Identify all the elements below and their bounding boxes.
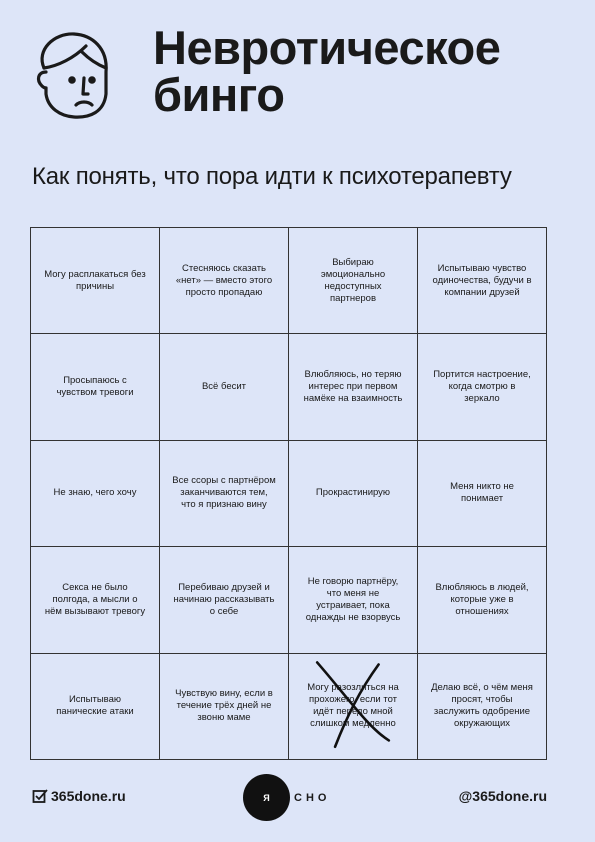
bingo-cell-text: Испытываю панические атаки — [56, 694, 134, 718]
bingo-cell[interactable] — [31, 654, 160, 760]
bingo-cell-text: Выбираю эмоционально недоступных партнеров — [320, 256, 386, 304]
bingo-cell-text: Делаю всё, о чём меня просят, чтобы заслужить одобрение окружающих — [431, 682, 533, 730]
bingo-cell-text: Стесняюсь сказать «нет» — вместо этого просто пропадаю — [175, 262, 273, 298]
logo-circle: Я — [243, 774, 290, 821]
yasno-logo — [243, 774, 330, 821]
bingo-cell[interactable] — [289, 654, 418, 760]
bingo-cell-text: Чувствую вину, если в течение трёх дней не звоню маме — [175, 688, 273, 724]
bingo-cell[interactable] — [289, 441, 418, 547]
bingo-cell[interactable] — [289, 547, 418, 653]
footer-site-link[interactable] — [32, 788, 126, 804]
bingo-cell[interactable] — [31, 441, 160, 547]
bingo-cell[interactable] — [160, 654, 289, 760]
bingo-cell[interactable] — [160, 228, 289, 334]
bingo-cell[interactable] — [289, 334, 418, 440]
footer-site-label: 365done.ru — [51, 788, 126, 804]
page-subtitle: Как понять, что пора идти к психотерапевту — [32, 163, 512, 190]
bingo-cell[interactable] — [418, 547, 547, 653]
bingo-cell-text: Испытываю чувство одиночества, будучи в компании друзей — [432, 262, 532, 298]
bingo-cell-text: Все ссоры с партнёром заканчиваются тем, что я признаю вину — [172, 475, 276, 511]
bingo-cell[interactable] — [31, 334, 160, 440]
bingo-cell[interactable] — [418, 654, 547, 760]
bingo-cell-text: Влюбляюсь, но теряю интерес при первом намёке на взаимность — [303, 369, 403, 405]
bingo-cell[interactable] — [160, 441, 289, 547]
bingo-cell-text: Просыпаюсь с чувством тревоги — [56, 375, 134, 399]
logo-text: СНО — [294, 791, 331, 804]
bingo-cell-text: Секса не было полгода, а мысли о нём вызывают тревогу — [44, 581, 146, 617]
bingo-cell[interactable] — [31, 547, 160, 653]
checkbox-icon — [32, 788, 48, 804]
page-title: Невротическое бинго — [153, 21, 501, 121]
bingo-cell[interactable] — [160, 547, 289, 653]
bingo-cell-text: Прокрастинирую — [315, 487, 391, 499]
bingo-cell[interactable] — [31, 228, 160, 334]
bingo-cell[interactable] — [418, 228, 547, 334]
bingo-cell-text: Влюбляюсь в людей, которые уже в отношениях — [435, 581, 529, 617]
bingo-cell-text: Всё бесит — [201, 381, 247, 393]
bingo-cell-text: Не говорю партнёру, что меня не устраивает, пока однажды не взорвусь — [305, 575, 401, 623]
bingo-cell-text: Портится настроение, когда смотрю в зеркало — [433, 369, 531, 405]
bingo-grid — [30, 227, 547, 760]
bingo-cell[interactable] — [418, 441, 547, 547]
bingo-cell-text: Могу разозлиться на прохожего, если тот идёт передо мной слишком медленно — [307, 682, 399, 730]
bingo-cell[interactable] — [418, 334, 547, 440]
bingo-cell[interactable] — [160, 334, 289, 440]
bingo-cell-text: Не знаю, чего хочу — [53, 487, 137, 499]
bingo-cell-text: Могу расплакаться без причины — [44, 268, 146, 292]
bingo-cell-text: Меня никто не понимает — [450, 481, 514, 505]
bingo-cell[interactable] — [289, 228, 418, 334]
footer-social-handle[interactable]: @365done.ru — [458, 788, 547, 804]
worried-face-icon — [30, 28, 112, 120]
bingo-cell-text: Перебиваю друзей и начинаю рассказывать о себе — [173, 581, 275, 617]
